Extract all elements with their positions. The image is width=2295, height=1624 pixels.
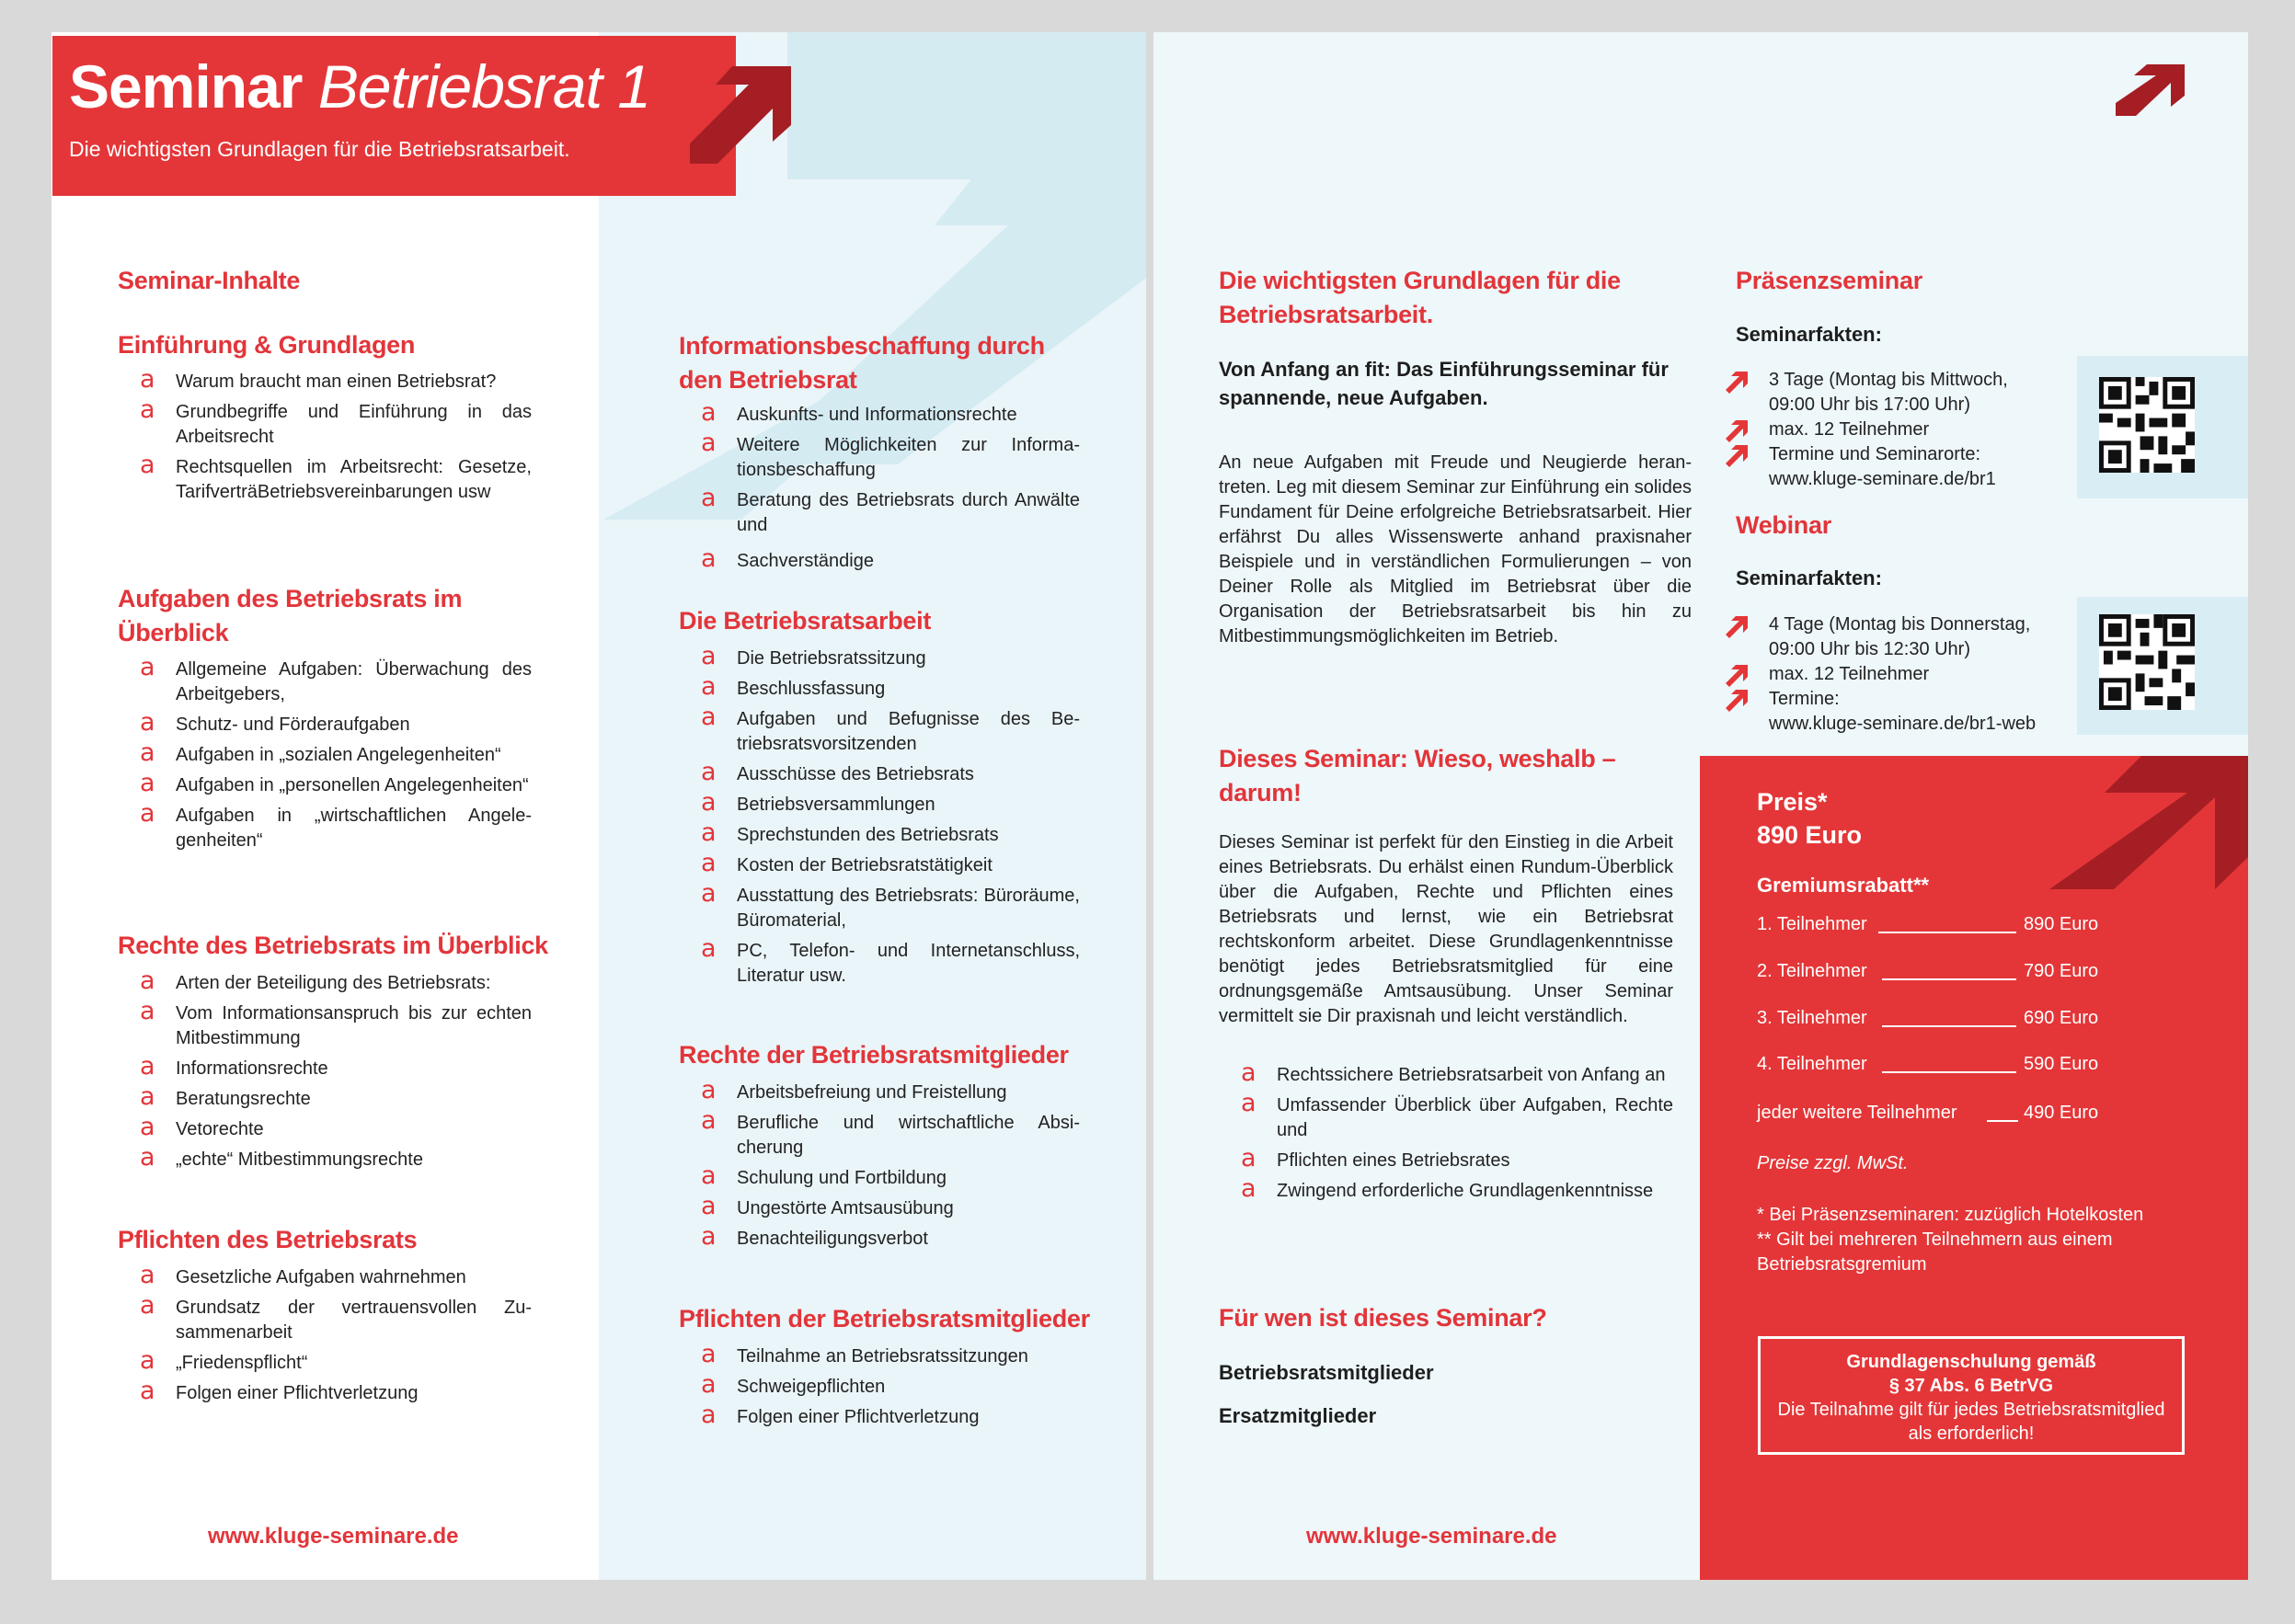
bullet-icon: a: [140, 799, 155, 828]
list-item: a Grundsatz der vertrauensvollen Zusammenarbeit: [140, 1291, 532, 1343]
list-item: a Schutz- und Förderaufgaben: [140, 708, 410, 737]
bullet-icon: a: [701, 818, 717, 847]
bullet-icon: a: [701, 1076, 717, 1104]
list-item: a Folgen einer Pflichtverletzung: [701, 1401, 980, 1429]
bullet-icon: a: [1241, 1089, 1257, 1117]
price-row: 2. Teilnehmer 790 Euro: [1757, 961, 2099, 981]
bullet-icon: a: [701, 788, 717, 817]
list-item: a Zwingend erforderliche Grundlagenkenntnisse: [1241, 1174, 1654, 1203]
bullet-icon: a: [140, 365, 155, 394]
section-list: [118, 966, 532, 1178]
audience-heading: Für wen ist dieses Seminar?: [1219, 1304, 1547, 1332]
bullet-icon: a: [701, 672, 717, 701]
bullet-icon: a: [140, 1377, 155, 1405]
list-item: a Aufgaben in „personellen Angelegenheiten“: [140, 769, 529, 797]
bullet-icon: a: [140, 966, 155, 995]
audience-item: Ersatzmitglieder: [1219, 1404, 1377, 1427]
bullet-icon: a: [140, 451, 155, 479]
price-arrow-icon: [2049, 756, 2248, 889]
intro-paragraph: An neue Aufgaben mit Freude und Neugierde herantreten. Leg mit diesem Seminar zur Einführung ein solides Fundament für Deine erfolgreiche Betriebsratsarbeit. Hier erfährst Du alles Wissenswerte anhand praxisnaher Beispiele und in verständlichen Formulierungen – von Deiner Rolle als Mitglied im Betriebsrat über die Organisation der Betriebsratsarbeit bis hin zu Mitbestimmungsmöglichkeiten im Betrieb.: [1219, 452, 1692, 646]
list-item: a Aufgaben und Befugnisse des Betriebsratsvorsitzenden: [701, 703, 1080, 754]
list-item: a Pflichten eines Betriebsrates: [1241, 1144, 1510, 1172]
list-item: a Teilnahme an Betriebsratssitzungen: [701, 1340, 1028, 1368]
arrow-up-right-icon: [1726, 614, 1750, 638]
arrow-up-right-icon: [1726, 418, 1750, 442]
price-row: 1. Teilnehmer 890 Euro: [1757, 914, 2099, 934]
list-item: a Rechtsquellen im Arbeitsrecht: Gesetze, TarifverträBetriebsvereinbarungen usw: [140, 451, 532, 502]
list-item: a Sachverständige: [701, 544, 874, 573]
list-item: a Ungestörte Amtsausübung: [701, 1192, 954, 1220]
section-list: [118, 1261, 532, 1412]
footnotes: * Bei Präsenzseminaren: zuzüglich Hotelkosten ** Gilt bei mehreren Teilnehmern aus einem Betriebsratsgremium: [1757, 1205, 2144, 1275]
section-heading: Rechte des Betriebsrats im Überblick: [118, 932, 548, 959]
bullet-icon: a: [140, 769, 155, 797]
bullet-icon: a: [140, 738, 155, 767]
list-item: a Folgen einer Pflichtverletzung: [140, 1377, 419, 1405]
section-heading: Einführung & Grundlagen: [118, 331, 416, 359]
section-heading: Pflichten des Betriebsrats: [118, 1226, 418, 1253]
bullet-icon: a: [701, 1106, 717, 1135]
webinar-facts: 4 Tage (Montag bis Donnerstag, 09:00 Uhr bis 12:30 Uhr) max. 12 Teilnehmer Termine: www.kluge-seminare.de/br1-web: [1769, 614, 2037, 734]
list-item: a Schulung und Fortbildung: [701, 1161, 947, 1190]
list-item: a Rechtssichere Betriebsratsarbeit von Anfang an: [1241, 1058, 1666, 1087]
bullet-icon: a: [140, 1261, 155, 1289]
bullet-icon: a: [1241, 1144, 1257, 1172]
list-item: a Kosten der Betriebsratstätigkeit: [701, 849, 993, 877]
section-heading: Pflichten der Betriebsratsmitglieder: [679, 1305, 1090, 1332]
section-list: [118, 653, 532, 859]
praesenz-facts-label: Seminarfakten:: [1736, 323, 1882, 346]
list-item: a Allgemeine Aufgaben: Überwachung des Arbeitgebers,: [140, 653, 532, 704]
list-item: a Vom Informationsanspruch bis zur echten Mitbestimmung: [140, 997, 532, 1048]
list-item: a „Friedenspflicht“: [140, 1346, 308, 1375]
list-item: a Ausschüsse des Betriebsrats: [701, 758, 974, 786]
bullet-icon: a: [701, 1192, 717, 1220]
section-list: [679, 642, 1080, 994]
bullet-icon: a: [140, 1291, 155, 1320]
list-item: a Auskunfts- und Informationsrechte: [701, 398, 1017, 427]
arrow-up-right-icon: [1726, 443, 1750, 467]
bullet-icon: a: [140, 1113, 155, 1141]
bullet-icon: a: [1241, 1174, 1257, 1203]
bullet-icon: a: [140, 395, 155, 424]
legal-notice-box: Grundlagenschulung gemäß § 37 Abs. 6 BetrVG Die Teilnahme gilt für jedes Betriebsratsmitglied als erforderlich!: [1758, 1336, 2185, 1455]
bullet-icon: a: [140, 1346, 155, 1375]
bullet-icon: a: [701, 849, 717, 877]
bullet-icon: a: [701, 934, 717, 963]
list-item: a „echte“ Mitbestimmungsrechte: [140, 1143, 423, 1172]
why-paragraph: Dieses Seminar ist perfekt für den Einstieg in die Arbeit eines Betriebsrats. Du erhälst einen Rundum-Überblick über die Aufgaben, Rechte und Pflichten eines Betriebsrats und lernst, wie ein Betriebsrat rechtskonform arbeitet. Diese Grundlagenkenntnisse benötigt jedes Betriebsratsmitglied für eine ordnungsgemäße Amtsausübung. Unser Seminar vermittelt sie Dir praxisnah und leicht verständlich.: [1219, 832, 1673, 1026]
webinar-facts-label: Seminarfakten:: [1736, 566, 1882, 589]
section-list: [679, 398, 1080, 579]
list-item: a Grundbegriffe und Einführung in das Arbeitsrecht: [140, 395, 532, 447]
bullet-icon: a: [701, 1401, 717, 1429]
section-list: [118, 365, 532, 510]
intro-heading: Die wichtigsten Grundlagen für die Betriebsratsarbeit.: [1219, 267, 1621, 328]
intro-lead: Von Anfang an fit: Das Einführungsseminar für spannende, neue Aufgaben.: [1219, 358, 1669, 409]
bullet-icon: a: [701, 544, 717, 573]
list-item: a Beratung des Betriebsrats durch Anwälte und: [701, 484, 1080, 535]
bullet-icon: a: [140, 653, 155, 681]
list-item: a Arten der Beteiligung des Betriebsrats:: [140, 966, 491, 995]
bullet-icon: a: [701, 1370, 717, 1399]
bullet-icon: a: [701, 1222, 717, 1251]
website-link[interactable]: www.kluge-seminare.de: [208, 1524, 459, 1549]
price-panel: [1700, 756, 2248, 1580]
list-item: a Weitere Möglichkeiten zur Informationsbeschaffung: [701, 429, 1080, 480]
praesenz-facts: 3 Tage (Montag bis Mittwoch, 09:00 Uhr bis 17:00 Uhr) max. 12 Teilnehmer Termine und Seminarorte: www.kluge-seminare.de/br1: [1769, 370, 2008, 489]
bullet-icon: a: [140, 708, 155, 737]
list-item: a Berufliche und wirtschaftliche Absicherung: [701, 1106, 1080, 1158]
list-item: a Die Betriebsratssitzung: [701, 642, 926, 670]
list-item: a Aufgaben in „wirtschaftlichen Angelegenheiten“: [140, 799, 532, 851]
list-item: a Arbeitsbefreiung und Freistellung: [701, 1076, 1007, 1104]
section-list: [679, 1340, 1080, 1435]
price-row: 3. Teilnehmer 690 Euro: [1757, 1008, 2099, 1028]
bullet-icon: a: [140, 1082, 155, 1111]
list-item: a Benachteiligungsverbot: [701, 1222, 928, 1251]
brochure-title: Seminar Betriebsrat 1: [69, 52, 650, 120]
discount-heading: Gremiumsrabatt**: [1757, 874, 1930, 897]
list-item: a Aufgaben in „sozialen Angelegenheiten“: [140, 738, 501, 767]
list-item: a Vetorechte: [140, 1113, 264, 1141]
list-item: a Schweigepflichten: [701, 1370, 886, 1399]
bullet-icon: a: [701, 398, 717, 427]
section-list: [679, 1076, 1080, 1257]
bullet-icon: a: [701, 1340, 717, 1368]
bullet-icon: a: [701, 429, 717, 457]
why-heading: Dieses Seminar: Wieso, weshalb – darum!: [1219, 745, 1616, 806]
list-item: a Umfassender Überblick über Aufgaben, Rechte und: [1241, 1089, 1673, 1140]
corner-arrow-icon: [2116, 64, 2185, 116]
bullet-icon: a: [701, 1161, 717, 1190]
bullet-icon: a: [701, 703, 717, 731]
qr-code-icon[interactable]: [2099, 377, 2195, 473]
section-heading: Die Betriebsratsarbeit: [679, 607, 932, 635]
list-item: a Ausstattung des Betriebsrats: Büroräume, Büromaterial,: [701, 879, 1080, 931]
price-heading: Preis* 890 Euro: [1757, 788, 1863, 849]
section-heading: Rechte der Betriebsratsmitglieder: [679, 1041, 1069, 1069]
arrow-up-right-icon: [1726, 688, 1750, 712]
bullet-icon: a: [140, 997, 155, 1025]
list-item: a PC, Telefon- und Internetanschluss, Literatur usw.: [701, 934, 1080, 986]
seminar-contents-heading: Seminar-Inhalte: [118, 267, 301, 294]
price-row: jeder weitere Teilnehmer 490 Euro: [1757, 1103, 2099, 1123]
why-list: [1219, 1058, 1673, 1209]
list-item: a Gesetzliche Aufgaben wahrnehmen: [140, 1261, 466, 1289]
bullet-icon: a: [140, 1052, 155, 1081]
section-heading: Informationsbeschaffung durch den Betriebsrat: [679, 332, 1045, 394]
website-link[interactable]: www.kluge-seminare.de: [1306, 1524, 1557, 1549]
bullet-icon: a: [140, 1143, 155, 1172]
list-item: a Informationsrechte: [140, 1052, 328, 1081]
list-item: a Sprechstunden des Betriebsrats: [701, 818, 999, 847]
header-banner: [52, 36, 736, 196]
header-arrow-icon: [681, 66, 791, 164]
bullet-icon: a: [701, 879, 717, 908]
list-item: a Warum braucht man einen Betriebsrat?: [140, 365, 497, 394]
list-item: a Betriebsversammlungen: [701, 788, 935, 817]
bullet-icon: a: [701, 484, 717, 512]
section-heading: Aufgaben des Betriebsrats im Überblick: [118, 585, 463, 646]
bullet-icon: a: [701, 758, 717, 786]
praesenz-heading: Präsenzseminar: [1736, 267, 1922, 294]
price-row: 4. Teilnehmer 590 Euro: [1757, 1054, 2099, 1074]
tax-note: Preise zzgl. MwSt.: [1757, 1153, 1909, 1173]
bullet-icon: a: [701, 642, 717, 670]
audience-item: Betriebsratsmitglieder: [1219, 1361, 1434, 1384]
qr-code-icon[interactable]: [2099, 614, 2195, 710]
arrow-up-right-icon: [1726, 663, 1750, 687]
bullet-icon: a: [1241, 1058, 1257, 1087]
list-item: a Beschlussfassung: [701, 672, 886, 701]
webinar-heading: Webinar: [1736, 511, 1831, 539]
arrow-up-right-icon: [1726, 370, 1750, 394]
brochure-subtitle: Die wichtigsten Grundlagen für die Betriebsratsarbeit.: [69, 137, 570, 161]
list-item: a Beratungsrechte: [140, 1082, 311, 1111]
